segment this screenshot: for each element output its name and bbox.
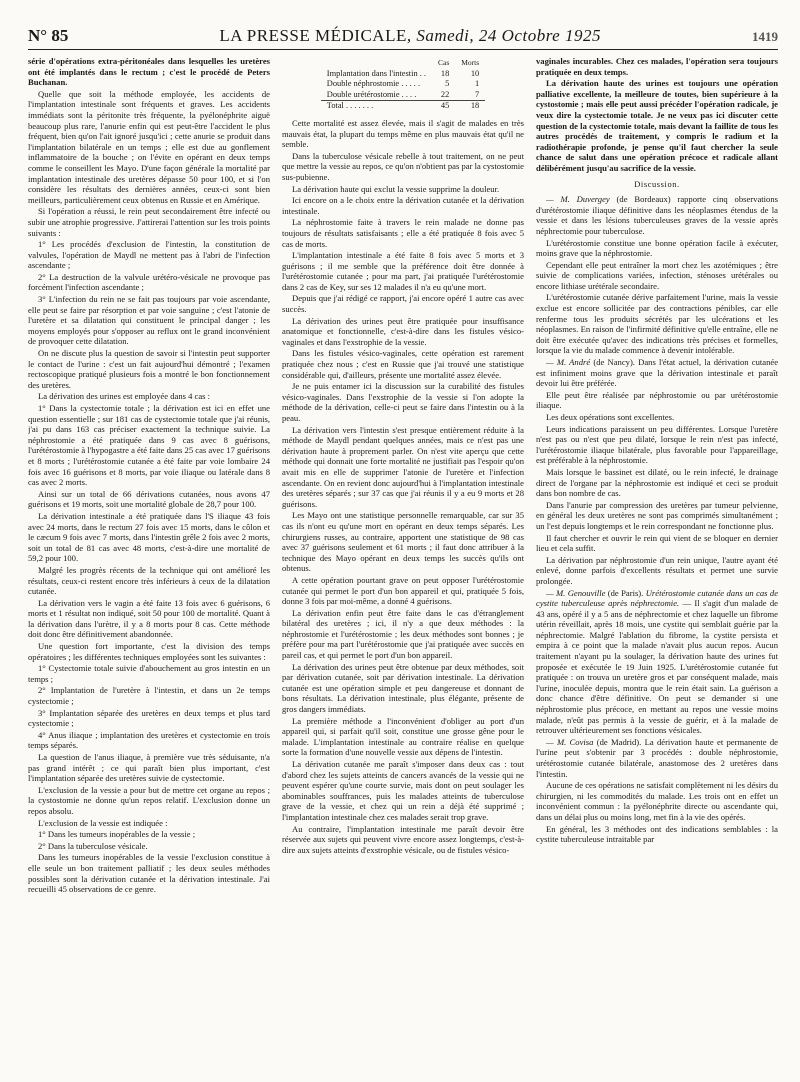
discussion-entry bbox=[536, 588, 778, 736]
list-item: 2° Dans la tuberculose vésicale. bbox=[38, 840, 148, 851]
paragraph: Ici encore on a le choix entre la dérivation cutanée et la dérivation intestinale. bbox=[282, 195, 524, 216]
table-row bbox=[321, 79, 485, 90]
list-item: 2° La destruction de la valvule urétéro-vésicale ne provoque pas forcément l'infection ascendante ; bbox=[28, 271, 270, 293]
communication-title: Urétérostomie cutanée dans un cas de cystite tuberculeuse après néphrectomie. bbox=[536, 587, 778, 609]
paragraph: La dérivation des urines peut être obtenue par deux méthodes, soit par dérivation cutanée, soit par dérivation intestinale. La dérivation cutanée est une opération simple et peu dangereuse et donnant de bons résultats. La dérivation intestinale, plus élégante, présente de gros dangers immédiats. bbox=[282, 661, 524, 715]
table-cell-cas: 5 bbox=[445, 79, 450, 89]
paragraph: En général, les 3 méthodes ont des indications semblables : la cystite tuberculeuse intraitable par bbox=[536, 823, 778, 845]
paragraph: La dérivation des urines est employée dans 4 cas : bbox=[38, 391, 211, 402]
paragraph: L'urétérostomie constitue une bonne opération facile à exécuter, moins grave que la néphrostomie. bbox=[536, 237, 778, 259]
paragraph: Cependant elle peut entraîner la mort chez les azotémiques ; être suivie de complications variées, infection, sténoses urétérales ou encore lithiase urétérale secondaire. bbox=[536, 259, 778, 291]
paragraph: Quelle que soit la méthode employée, les accidents de l'implantation intestinale sont fréquents et graves. Les accidents immédiats sont la péritonite très fréquente, la pyélonéphrite aiguë beaucoup plus rare, l'anurie enfin qui est peut-être l'accident le plus fréquent, bien qu'on l'ait ignoré jusqu'ici ; cette anurie se produit dans l'implantation bilatérale en un temps ; elle est due au gonflement inflammatoire de la bouche ; on l'évite en opérant en deux temps comme le conseillent les Mayo. D'une façon générale la mortalité par implantation intestinale des uretères dépasse 50 pour 100, et si l'on considère les résultats des dernières années, ceux-ci sont bien meilleurs, particulièrement ceux obtenus en Russie et en Amérique. bbox=[28, 88, 270, 205]
speaker-affiliation: (de Paris). bbox=[605, 587, 646, 598]
table-cell-morts: 1 bbox=[475, 79, 480, 89]
table-cell-label: Double néphrostomie . . . . . bbox=[326, 79, 421, 89]
discussion-entry bbox=[536, 194, 778, 236]
entry-text: — Il s'agit d'un malade de 43 ans, opéré il y a 5 ans de néphrectomie et chez laquelle un fibrome utérin réveillait, après 18 mois, une cystite qui semblait guérie par la néphrectomie. Malgré l'ablation du fibrome, la cystite persista et empira à ce point que la malade n'avait plus aucun repos. Aucun traitement n'ayant pu la soulager, la dérivation haute des urines fut proposée et exécutée le 19 Juin 1925. L'urétérostomie cutanée fut pratiquée : on trouva un uretère gros et par conséquent malade, mais l'urine, inoculée depuis, montra que le rein était sain. La guérison a donc chance d'être définitive. On peut se demander si une néphrostomie plus précoce, en mettant au repos une vessie moins malade, n'eût pas permis à la vessie de guérir, et à la malade de retrouver ultérieurement ses fonctions vésicales. bbox=[536, 598, 778, 736]
table-row bbox=[321, 69, 485, 80]
paragraph: La néphrostomie faite à travers le rein malade ne donne pas toujours de résultats satisfaisants ; elle a été pratiquée 8 fois avec 5 cas de morts. bbox=[282, 217, 524, 249]
list-item: 1° Dans les tumeurs inopérables de la vessie ; bbox=[38, 829, 196, 840]
paragraph: série d'opérations extra-péritonéales dans lesquelles les uretères ont été implantés dans le rectum ; c'est le procédé de Peters Buchanan. bbox=[28, 56, 270, 88]
paragraph: Cette mortalité est assez élevée, mais il s'agit de malades en très mauvais état, la plupart du temps même en plus mauvais état qu'il ne semble. bbox=[282, 117, 524, 150]
paragraph: Mais lorsque le bassinet est dilaté, ou le rein infecté, le drainage direct de l'organe par la néphrostomie est indiqué et ceci se produit dans bon nombre de cas. bbox=[536, 466, 778, 499]
paragraph: L'implantation intestinale a été faite 8 fois avec 5 morts et 3 guérisons ; il me semble que la préférence doit être donnée à l'urétérostomie cutanée ; pour ma part, j'ai pratiquée l'urétérostomie dans 2 cas de Key, sur ses 12 malades il n'a eu qu'une mort. bbox=[282, 250, 524, 292]
paragraph: Ainsi sur un total de 66 dérivations cutanées, nous avons 47 guérisons et 19 morts, soit une mortalité globale de 28,7 pour 100. bbox=[28, 488, 270, 510]
journal-title bbox=[219, 26, 601, 46]
paragraph: Au contraire, l'implantation intestinale me paraît devoir être réservée aux sujets qui peuvent vivre encore assez longtemps, c'est-à-dire aux sujets atteints d'exstrophie vésicale, ou de fistules vésico- bbox=[282, 823, 524, 855]
paragraph: Malgré les progrès récents de la technique qui ont amélioré les résultats, ceux-ci restent encore très inférieurs à ceux de la dilatation cutanée. bbox=[28, 564, 270, 597]
list-item: 4° Anus iliaque ; implantation des uretères et cystectomie en trois temps séparés. bbox=[28, 729, 270, 751]
paragraph: Une question fort importante, c'est la division des temps opératoires ; les différentes techniques employées sont les suivantes : bbox=[28, 641, 270, 662]
list-item: 3° Implantation séparée des uretères en deux temps et plus tard cystectomie ; bbox=[28, 707, 270, 729]
paragraph: Les deux opérations sont excellentes. bbox=[546, 412, 675, 422]
table-cell-cas: 22 bbox=[440, 89, 450, 99]
paragraph: La dérivation vers l'intestin s'est presque entièrement réduite à la méthode de Maydl pendant quelques années, mais ce n'est pas une dérivation haute à proprement parler. On n'est vite aperçu que cette méthode qui donnait une forte mortalité ne justifiait pas l'espoir qu'on avait mis en elle de supprimer l'atonie de l'uretère et l'infection ascendante. On en revient donc aujourd'hui à l'implantation intestinale des uretères séparés ; sur 37 cas que j'ai réunis il y a eu 9 morts et 28 guérisons. bbox=[282, 424, 524, 509]
journal-name: LA PRESSE MÉDICALE bbox=[219, 26, 407, 45]
list-item: 3° L'infection du rein ne se fait pas toujours par voie ascendante, elle peut se faire par résorption et par voie sanguine ; c'est l'atonie de l'uretère et sa dilatation qui constituent le principal danger ; les moyens employés pour s'opposer au reflux ont le grand inconvénient de provoquer cette dilatation. bbox=[28, 294, 270, 347]
paragraph: La dérivation des urines peut être pratiquée pour insuffisance anatomique et fonctionnelle, c'est-à-dire dans les fistules vésico-vaginales et dans l'exstrophie de la vessie. bbox=[282, 315, 524, 347]
table-total-cas: 45 bbox=[432, 101, 455, 112]
column-2 bbox=[282, 56, 524, 1076]
page-number: 1419 bbox=[751, 29, 778, 44]
table-cell-cas: 18 bbox=[440, 68, 450, 78]
paragraph: L'urétérostomie cutanée dérive parfaitement l'urine, mais la vessie exclue est encore sollicitée par des contractions pénibles, car elle renferme tous les produits sécrétés par les ulcérations et les néoplasmes. En raison de l'infirmité définitive qu'elle entraîne, elle ne doit être exécutée qu'avec des indications très précises et formelles, lorsque la vie du malade commence à devenir intolérable. bbox=[536, 292, 778, 356]
issue-date: , Samedi, 24 Octobre 1925 bbox=[406, 26, 601, 45]
paragraph: La dérivation cutanée me paraît s'imposer dans deux cas : tout d'abord chez les sujets atteints de cancers avancés de la vessie qui ne peuvent espérer qu'une courte survie, mais dont on peut soulager les abominables souffrances, puis les malades atteints de tuberculose grave de la vessie, et chez qui un rein a déjà été supprimé ; l'implantation intestinale chez ces malades serait trop grave. bbox=[282, 759, 524, 822]
paragraph: A cette opération pourtant grave on peut opposer l'urétérostomie cutanée qui permet le port d'un bon appareil et qui, pratiquée 5 fois, donne 3 fois par moi-même, a donné 4 guérisons. bbox=[282, 574, 524, 607]
paragraph: Les Mayo ont une statistique personnelle remarquable, car sur 35 cas ils n'ont eu qu'une mort en opérant en deux temps séparés. Les chirurgiens russes, au contraire, apportent une statistique de 98 cas avec 37 guérisons seulement et 61 morts ; il faut donc attribuer à la technique des Mayo opérant en deux temps les succès qu'ils ont obtenus. bbox=[282, 510, 524, 574]
speaker-name: — M. Genouville bbox=[546, 587, 606, 598]
table-row bbox=[321, 90, 485, 101]
entry-text: (de Bordeaux) rapporte cinq observations d'urétérostomie iliaque définitive dans les néoplasmes étendus de la vessie et dans les lésions tuberculeuses graves de la vessie après néphrectomie pour tuberculose. bbox=[536, 194, 778, 236]
entry-text: (de Nancy). Dans l'état actuel, la dérivation cutanée est infiniment moins grave que la dérivation intestinale et paraît devoir lui être préférée. bbox=[536, 357, 778, 389]
paragraph: L'exclusion de la vessie est indiquée : bbox=[38, 817, 168, 828]
table-cell-label: Implantation dans l'intestin . . bbox=[326, 68, 427, 78]
section-heading-discussion: Discussion. bbox=[634, 179, 680, 189]
table-header-label bbox=[321, 58, 432, 69]
columns bbox=[28, 56, 778, 1076]
paragraph: La dérivation enfin peut être faite dans le cas d'étranglement bilatéral des uretères ; ici, il n'y a que deux méthodes : la néphrostomie et l'urétérostomie ; les deux méthodes sont bonnes ; je préfère pour ma part l'urétérostomie que j'ai pratiquée avec succès en pareil cas, et qui permet le port d'un bon appareil. bbox=[282, 607, 524, 661]
paragraph: vaginales incurables. Chez ces malades, l'opération sera toujours pratiquée en deux temps. bbox=[536, 56, 778, 77]
paragraph: On ne discute plus la question de savoir si l'intestin peut supporter le contact de l'urine : c'est un fait aujourd'hui démontré ; l'examen rectoscopique pratiqué plusieurs fois a montré le bon fonctionnement des uretères. bbox=[28, 348, 270, 390]
list-item: 1° Les procédés d'exclusion de l'intestin, la constitution de valvules, l'opération de Maydl ne mettent pas à l'abri de l'infection ascendante ; bbox=[28, 239, 270, 271]
paragraph: La question de l'anus iliaque, à première vue très séduisante, n'a pas grand intérêt ; ce qui paraît bien plus important, c'est l'implantation séparée des uretères suivie de cystectomie. bbox=[28, 752, 270, 784]
running-header bbox=[28, 26, 778, 50]
table-header-morts: Morts bbox=[461, 58, 480, 67]
speaker-name: — M. Covisa bbox=[546, 736, 594, 747]
speaker-name: — M. André bbox=[546, 357, 591, 368]
issue-number: N° 85 bbox=[28, 26, 69, 45]
paragraph: L'exclusion de la vessie a pour but de mettre cet organe au repos ; la cystostomie ne donne qu'un repos relatif. L'exclusion donne un repos absolu. bbox=[28, 784, 270, 816]
discussion-entry bbox=[536, 737, 778, 779]
table-header-row bbox=[321, 58, 485, 69]
table-cell-morts: 7 bbox=[475, 89, 480, 99]
paragraph: Je ne puis entamer ici la discussion sur la curabilité des fistules vésico-vaginales. Dans l'exstrophie de la vessie si l'on adopte la méthode de la dérivation, celle-ci peut se faire dans l'intestin ou à la peau. bbox=[282, 381, 524, 423]
table-cell-morts: 10 bbox=[470, 68, 480, 78]
paragraph: La première méthode a l'inconvénient d'obliger au port d'un appareil qui, si parfait qu'il soit, constitue une grosse gêne pour le malade. L'implantation intestinale au contraire réalise en quelque sorte la formation d'une nouvelle vessie aux dépens de l'intestin. bbox=[282, 715, 524, 758]
paragraph: Depuis que j'ai rédigé ce rapport, j'ai encore opéré 1 autre cas avec succès. bbox=[282, 293, 524, 315]
table-cell-label: Double urétérostomie . . . . bbox=[326, 89, 417, 99]
table-header-cas: Cas bbox=[438, 58, 450, 67]
speaker-name: — M. Duvergey bbox=[546, 194, 610, 205]
paragraph: Dans l'anurie par compression des uretères par tumeur pelvienne, en général les deux uretères ne sont pas comprimés simultanément ; un l'est depuis longtemps et le rein correspondant ne fonctionne plus. bbox=[536, 499, 778, 531]
discussion-entry bbox=[536, 357, 778, 389]
paragraph: Leurs indications paraissent un peu différentes. Lorsque l'uretère n'est pas ou n'est que peu dilaté, lorsque le rein n'est pas infecté, l'urétérostomie iliaque bilatérale, plus favorable pour l'appareillage, est préférable à la néphrostomie. bbox=[536, 423, 778, 466]
paragraph: Dans la tuberculose vésicale rebelle à tout traitement, on ne peut que mettre la vessie au repos, ce qu'on n'obtient pas par la cystostomie sus-pubienne. bbox=[282, 150, 524, 182]
paragraph: Elle peut être réalisée par néphrostomie ou par urétérostomie iliaque. bbox=[536, 389, 778, 411]
list-item: 2° Implantation de l'uretère à l'intestin, et dans un 2e temps cystectomie ; bbox=[28, 685, 270, 707]
entry-text: (de Madrid). La dérivation haute et permanente de l'urine peut s'obtenir par 3 procédés : double néphrostomie, urétérostomie cutanée bilatérale, anastomose des 2 uretères dans l'intestin. bbox=[536, 736, 778, 779]
paragraph: La dérivation intestinale a été pratiquée dans l'S iliaque 43 fois avec 24 morts, dans le rectum 27 fois avec 15 morts, dans le côlon et le cæcum 9 fois avec 7 morts, dans l'intestin grêle 2 fois avec 2 morts, soit un total de 81 cas avec 48 morts, c'est-à-dire une mortalité de 59,2 pour 100. bbox=[28, 510, 270, 564]
paragraph: La dérivation vers le vagin a été faite 13 fois avec 6 guérisons, 6 morts et 1 résultat non indiqué, soit 50 pour 100 de mortalité. Quant à la dérivation dans l'urètre, il y a 8 morts pour 8 cas. Cette méthode doit donc être définitivement abandonnée. bbox=[28, 597, 270, 640]
paragraph: Il faut chercher et ouvrir le rein qui vient de se bloquer en dernier lieu et cela suffit. bbox=[536, 532, 778, 554]
table-total-morts: 18 bbox=[455, 101, 485, 112]
paragraph: La dérivation haute des urines est toujours une opération palliative excellente, la meilleure de toutes, bien supérieure à la cystostomie ; mais elle peut aussi précéder l'opération radicale, je veux dire la cystectomie totale. Je ne veux pas ici discuter cette question de la cystectomie totale, mais devant la faillite de tous les autres procédés de traitement, y compris le radium et la radiothérapie profonde, je pense qu'il faut chercher la seule chance de salut dans une opération précoce et radicale allant délibérément jusqu'au sacrifice de la vessie. bbox=[536, 78, 778, 173]
list-item: 1° Dans la cystectomie totale ; la dérivation est ici en effet une question essentielle ; sur 181 cas de cystectomie totale que j'ai réunis, j'ai pu dans 163 cas préciser exactement la technique suivie. La néphrostomie a été pratiquée dans 9 cas avec 8 guérisons, l'urétérostomie à l'hypogastre a été faite dans 25 cas avec 17 guérisons et 8 morts ; l'urétérostomie cutanée a été faite par voie lombaire 24 fois avec 16 guérisons et 8 morts, par voie iliaque ou latérale dans 8 cas avec 2 morts. bbox=[28, 403, 270, 488]
table-total-row bbox=[321, 101, 485, 112]
statistics-table bbox=[321, 58, 485, 112]
table-total-label: Total . . . . . . . bbox=[321, 101, 432, 112]
paragraph: Aucune de ces opérations ne satisfait complètement ni les désirs du chirurgien, ni les commodités du malade. Les trois ont en effet un inconvénient commun : la pyélonéphrite directe ou ascendante qui, dans un délai plus ou moins long, met fin à la vie des opérés. bbox=[536, 780, 778, 822]
column-3 bbox=[536, 56, 778, 1076]
paragraph: Si l'opération a réussi, le rein peut secondairement être infecté ou subir une atrophie progressive. J'attirerai l'attention sur les trois points suivants : bbox=[28, 206, 270, 238]
list-item: 1° Cystectomie totale suivie d'abouchement au gros intestin en un temps ; bbox=[28, 663, 270, 684]
paragraph: La dérivation par néphrostomie d'un rein unique, l'autre ayant été enlevé, donne parfois d'excellents résultats et permet une survie prolongée. bbox=[536, 554, 778, 586]
column-1 bbox=[28, 56, 270, 1076]
paragraph: La dérivation haute qui exclut la vessie supprime la douleur. bbox=[292, 183, 500, 194]
paragraph: Dans les tumeurs inopérables de la vessie l'exclusion constitue à elle seule un bon traitement palliatif ; les deux seules méthodes possibles sont la dérivation cutanée et la dérivation intestinale. J'ai recueilli 45 observations de ce genre. bbox=[28, 852, 270, 895]
paragraph: Dans les fistules vésico-vaginales, cette opération est rarement pratiquée chez nous ; c'est en Russie que j'ai trouvé une statistique considérable qui, d'ailleurs, présente une mortalité assez élevée. bbox=[282, 348, 524, 380]
